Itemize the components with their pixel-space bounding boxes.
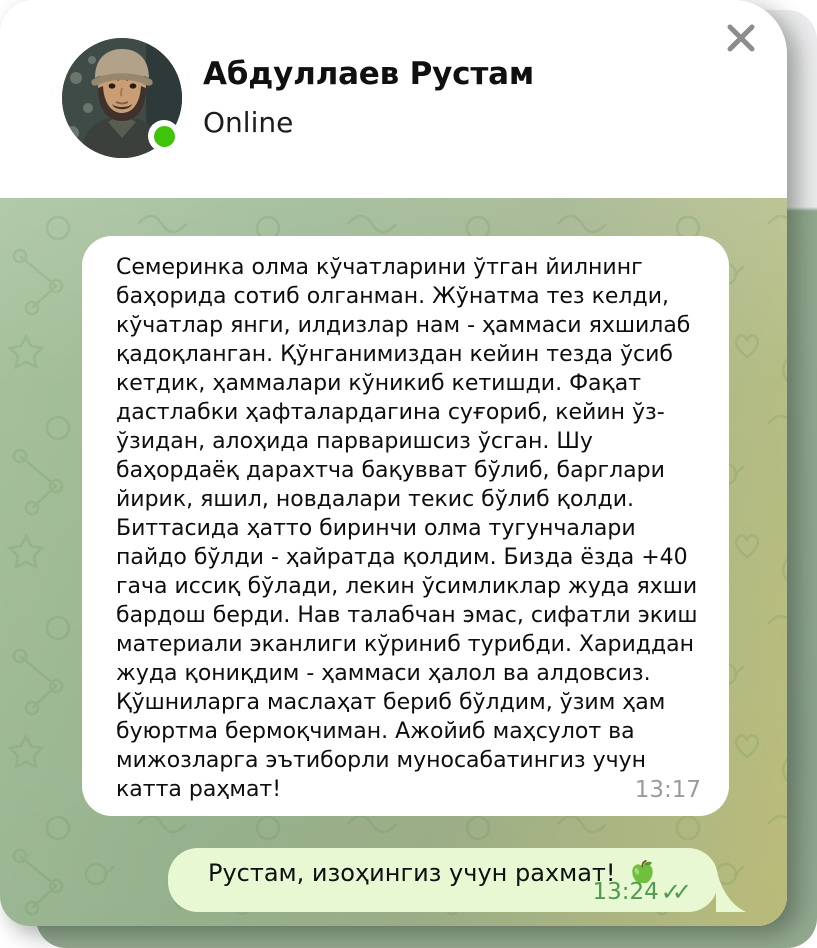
peer-name: Абдуллаев Рустам xyxy=(203,56,534,92)
incoming-message-text: Семеринка олма кўчатларини ўтган йилнинг баҳорида сотиб олганман. Жўнатма тез келди, кўчатлар янги, илдизлар нам - ҳаммаси яхшилаб қадоқланган. Қўнганимиздан кейин тезда ўсиб кетдик, ҳаммалари кўникиб кетишди. Фақат дастлабки ҳафталардагина суғориб, кейин ўз-ўзидан, алоҳида парваришсиз ўсган. Шу баҳордаёқ дарахтча бақувват бўлиб, барглари йирик, яшил, новдалари текис бўлиб қолди. Биттасида ҳатто биринчи олма тугунчалари пайдо бўлди - ҳайратда қолдим. Бизда ёзда +40 гача иссиқ бўлади, лекин ўсимликлар жуда яхши бардош берди. Нав талабчан эмас, сифатли экиш материали эканлиги кўриниб турибди. Хариддан жуда қониқдим - ҳаммаси ҳалол ва алдовсиз. Қўшниларга маслаҳат бериб бўлдим, ўзим ҳам буюртма бермоқчиман. Ажойиб маҳсулот ва мижозларга эътиборли муносабатингиз учун катта раҳмат! xyxy=(116,255,698,802)
incoming-bubble-tail xyxy=(82,236,83,308)
incoming-message-time: 13:17 xyxy=(634,777,701,803)
outgoing-message-meta xyxy=(592,878,692,906)
incoming-message-bubble[interactable] xyxy=(82,236,729,816)
online-status-dot xyxy=(148,120,180,152)
outgoing-bubble-tail xyxy=(716,868,746,912)
close-button[interactable] xyxy=(717,14,765,62)
outgoing-message-time: 13:24 xyxy=(592,879,659,905)
peer-status: Online xyxy=(203,106,294,139)
outgoing-message-text: Рустам, изоҳингиз учун рахмат! xyxy=(208,859,616,887)
outgoing-message-bubble[interactable] xyxy=(168,848,718,912)
chat-header xyxy=(0,0,787,198)
read-receipt-icon: ✓✓ xyxy=(660,878,683,906)
close-icon xyxy=(726,23,756,53)
chat-area xyxy=(0,198,787,926)
